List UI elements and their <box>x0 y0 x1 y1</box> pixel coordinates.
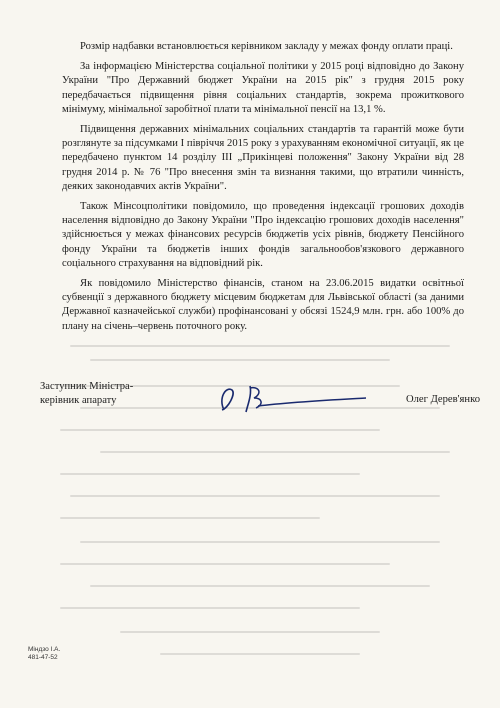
footer-contact <box>28 646 60 662</box>
paragraph-5: Як повідомило Міністерство фінансів, станом на 23.06.2015 видатки освітньої субвенції з державного бюджету місцевим бюджетам для Львівської області (за даними Державної казначейської служби) профінансовані у обсязі 1524,9 млн. грн. або 100% до плану на січень–червень поточного року. <box>62 278 464 332</box>
paragraph-2: За інформацією Міністерства соціальної політики у 2015 році відповідно до Закону України "Про Державний бюджет України на 2015 рік" з грудня 2015 року передбачається підвищення рівня соціальних стандартів, зокрема прожиткового мінімуму, мінімальної заробітної плати та мінімальної пенсії на 13,1 %. <box>62 61 464 115</box>
paragraph-3: Підвищення державних мінімальних соціальних стандартів та гарантій може бути розглянуте за підсумками I півріччя 2015 року з урахуванням економічної ситуації, як це передбачено пунктом 14 розділу ІІІ „Прикінцеві положення" Закону України від 28 грудня 2014 р. № 76 "Про внесення змін та визнання такими, що втратили чинність, деяких законодавчих актів України". <box>62 124 464 192</box>
signatory-title-line-1: Заступник Міністра- <box>40 381 134 392</box>
signatory-name: Олег Дерев'янко <box>405 394 480 405</box>
author-phone: 481-47-52 <box>28 654 58 661</box>
letter-body <box>62 40 464 340</box>
signatory-title <box>40 380 180 408</box>
signatory-title-line-2: керівник апарату <box>40 395 117 406</box>
paragraph-4: Також Мінсоцполітики повідомило, що проведення індексації грошових доходів населення відповідно до Закону України "Про індексацію грошових доходів населення" здійснюється у межах фінансових ресурсів бюджетів усіх рівнів, бюджету Пенсійного фонду України та бюджетів інших фондів загальнообов'язкового державного соціального страхування на відповідний рік. <box>62 201 464 269</box>
handwritten-signature <box>210 380 370 416</box>
paragraph-1: Розмір надбавки встановлюється керівником закладу у межах фонду оплати праці. <box>80 41 453 52</box>
signature-block <box>40 380 480 430</box>
author-name: Міндзо І.А. <box>28 646 61 653</box>
